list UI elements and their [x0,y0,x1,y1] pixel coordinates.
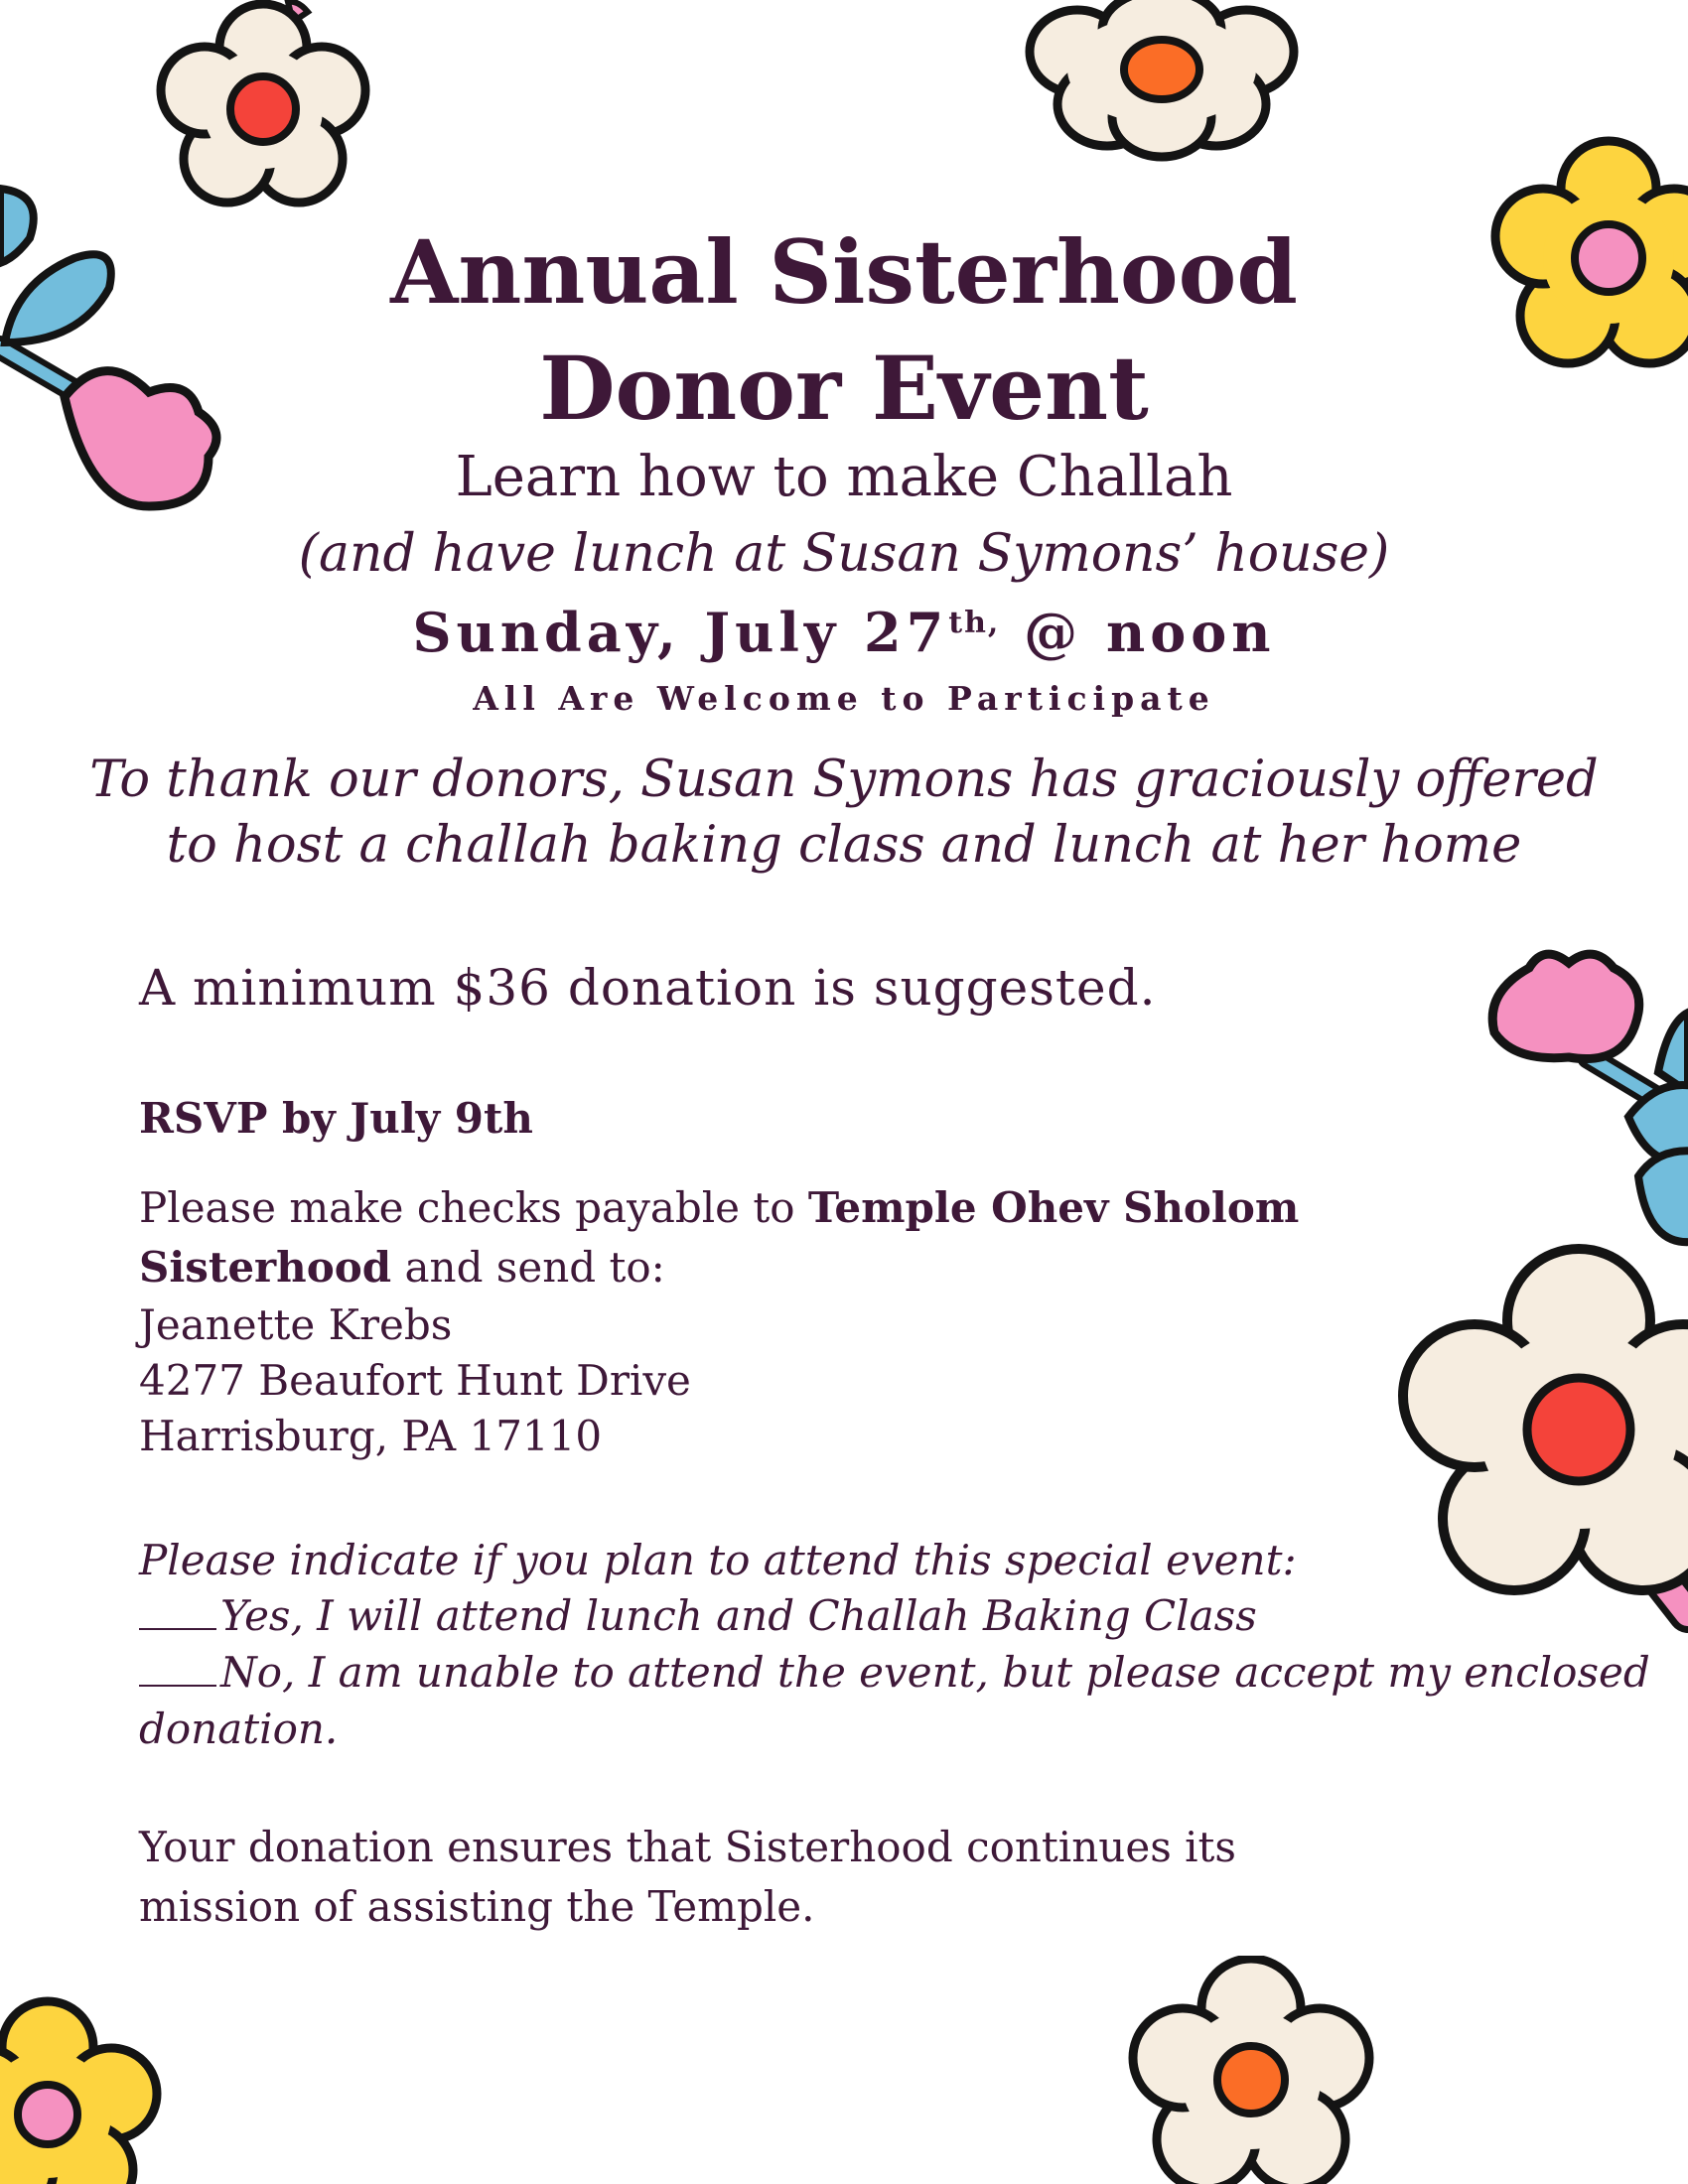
tulip-right [1479,948,1688,1276]
attendance-yes-text: Yes, I will attend lunch and Challah Baking Class [220,1591,1257,1640]
cream-flower-right [1390,1231,1688,1648]
cream-flower-top-center [1013,0,1311,164]
title-line-2: Donor Event [539,337,1149,440]
checks-line-2 [139,1239,665,1296]
welcome-line: All Are Welcome to Participate [473,679,1215,718]
minimum-donation: A minimum $36 donation is suggested. [139,959,1157,1017]
payee-part-2: Sisterhood [139,1243,392,1292]
checks-suffix: and send to: [391,1243,665,1292]
address-street: 4277 Beaufort Hunt Drive [139,1356,691,1405]
thanks-line-1: To thank our donors, Susan Symons has graciously offered [89,751,1599,809]
attendance-blank-no[interactable] [139,1651,216,1687]
payee-part-1: Temple Ohev Sholom [807,1183,1300,1232]
event-date-day: Sunday, July 27 [412,601,949,664]
subtitle-note: (and have lunch at Susan Symons’ house) [298,524,1390,584]
event-date-time: @ noon [1000,601,1276,664]
subtitle: Learn how to make Challah [455,445,1233,509]
attendance-option-no-cont: donation. [139,1705,339,1753]
attendance-no-text: No, I am unable to attend the event, but please accept my enclosed [220,1648,1650,1697]
event-date [0,601,1688,664]
rsvp-deadline-text: RSVP by July 9th [139,1094,533,1143]
yellow-flower-bottom-left [0,1995,169,2184]
attendance-option-no [139,1644,1650,1701]
attendance-blank-yes[interactable] [139,1594,216,1630]
address-name: Jeanette Krebs [139,1300,453,1349]
attendance-option-yes [139,1587,1257,1644]
checks-prefix: Please make checks payable to [139,1183,808,1232]
rsvp-deadline [139,1090,533,1147]
thanks-line-2: to host a challah baking class and lunch at her home [166,816,1522,875]
checks-line-1 [139,1179,1299,1236]
cream-flower-bottom-center [1092,1956,1410,2184]
address-city: Harrisburg, PA 17110 [139,1412,603,1460]
title-line-1: Annual Sisterhood [390,220,1298,324]
event-date-suffix: th, [948,606,1001,640]
closing-line-2: mission of assisting the Temple. [139,1882,815,1931]
attendance-prompt: Please indicate if you plan to attend this special event: [139,1536,1297,1584]
closing-line-1: Your donation ensures that Sisterhood continues its [139,1823,1236,1871]
